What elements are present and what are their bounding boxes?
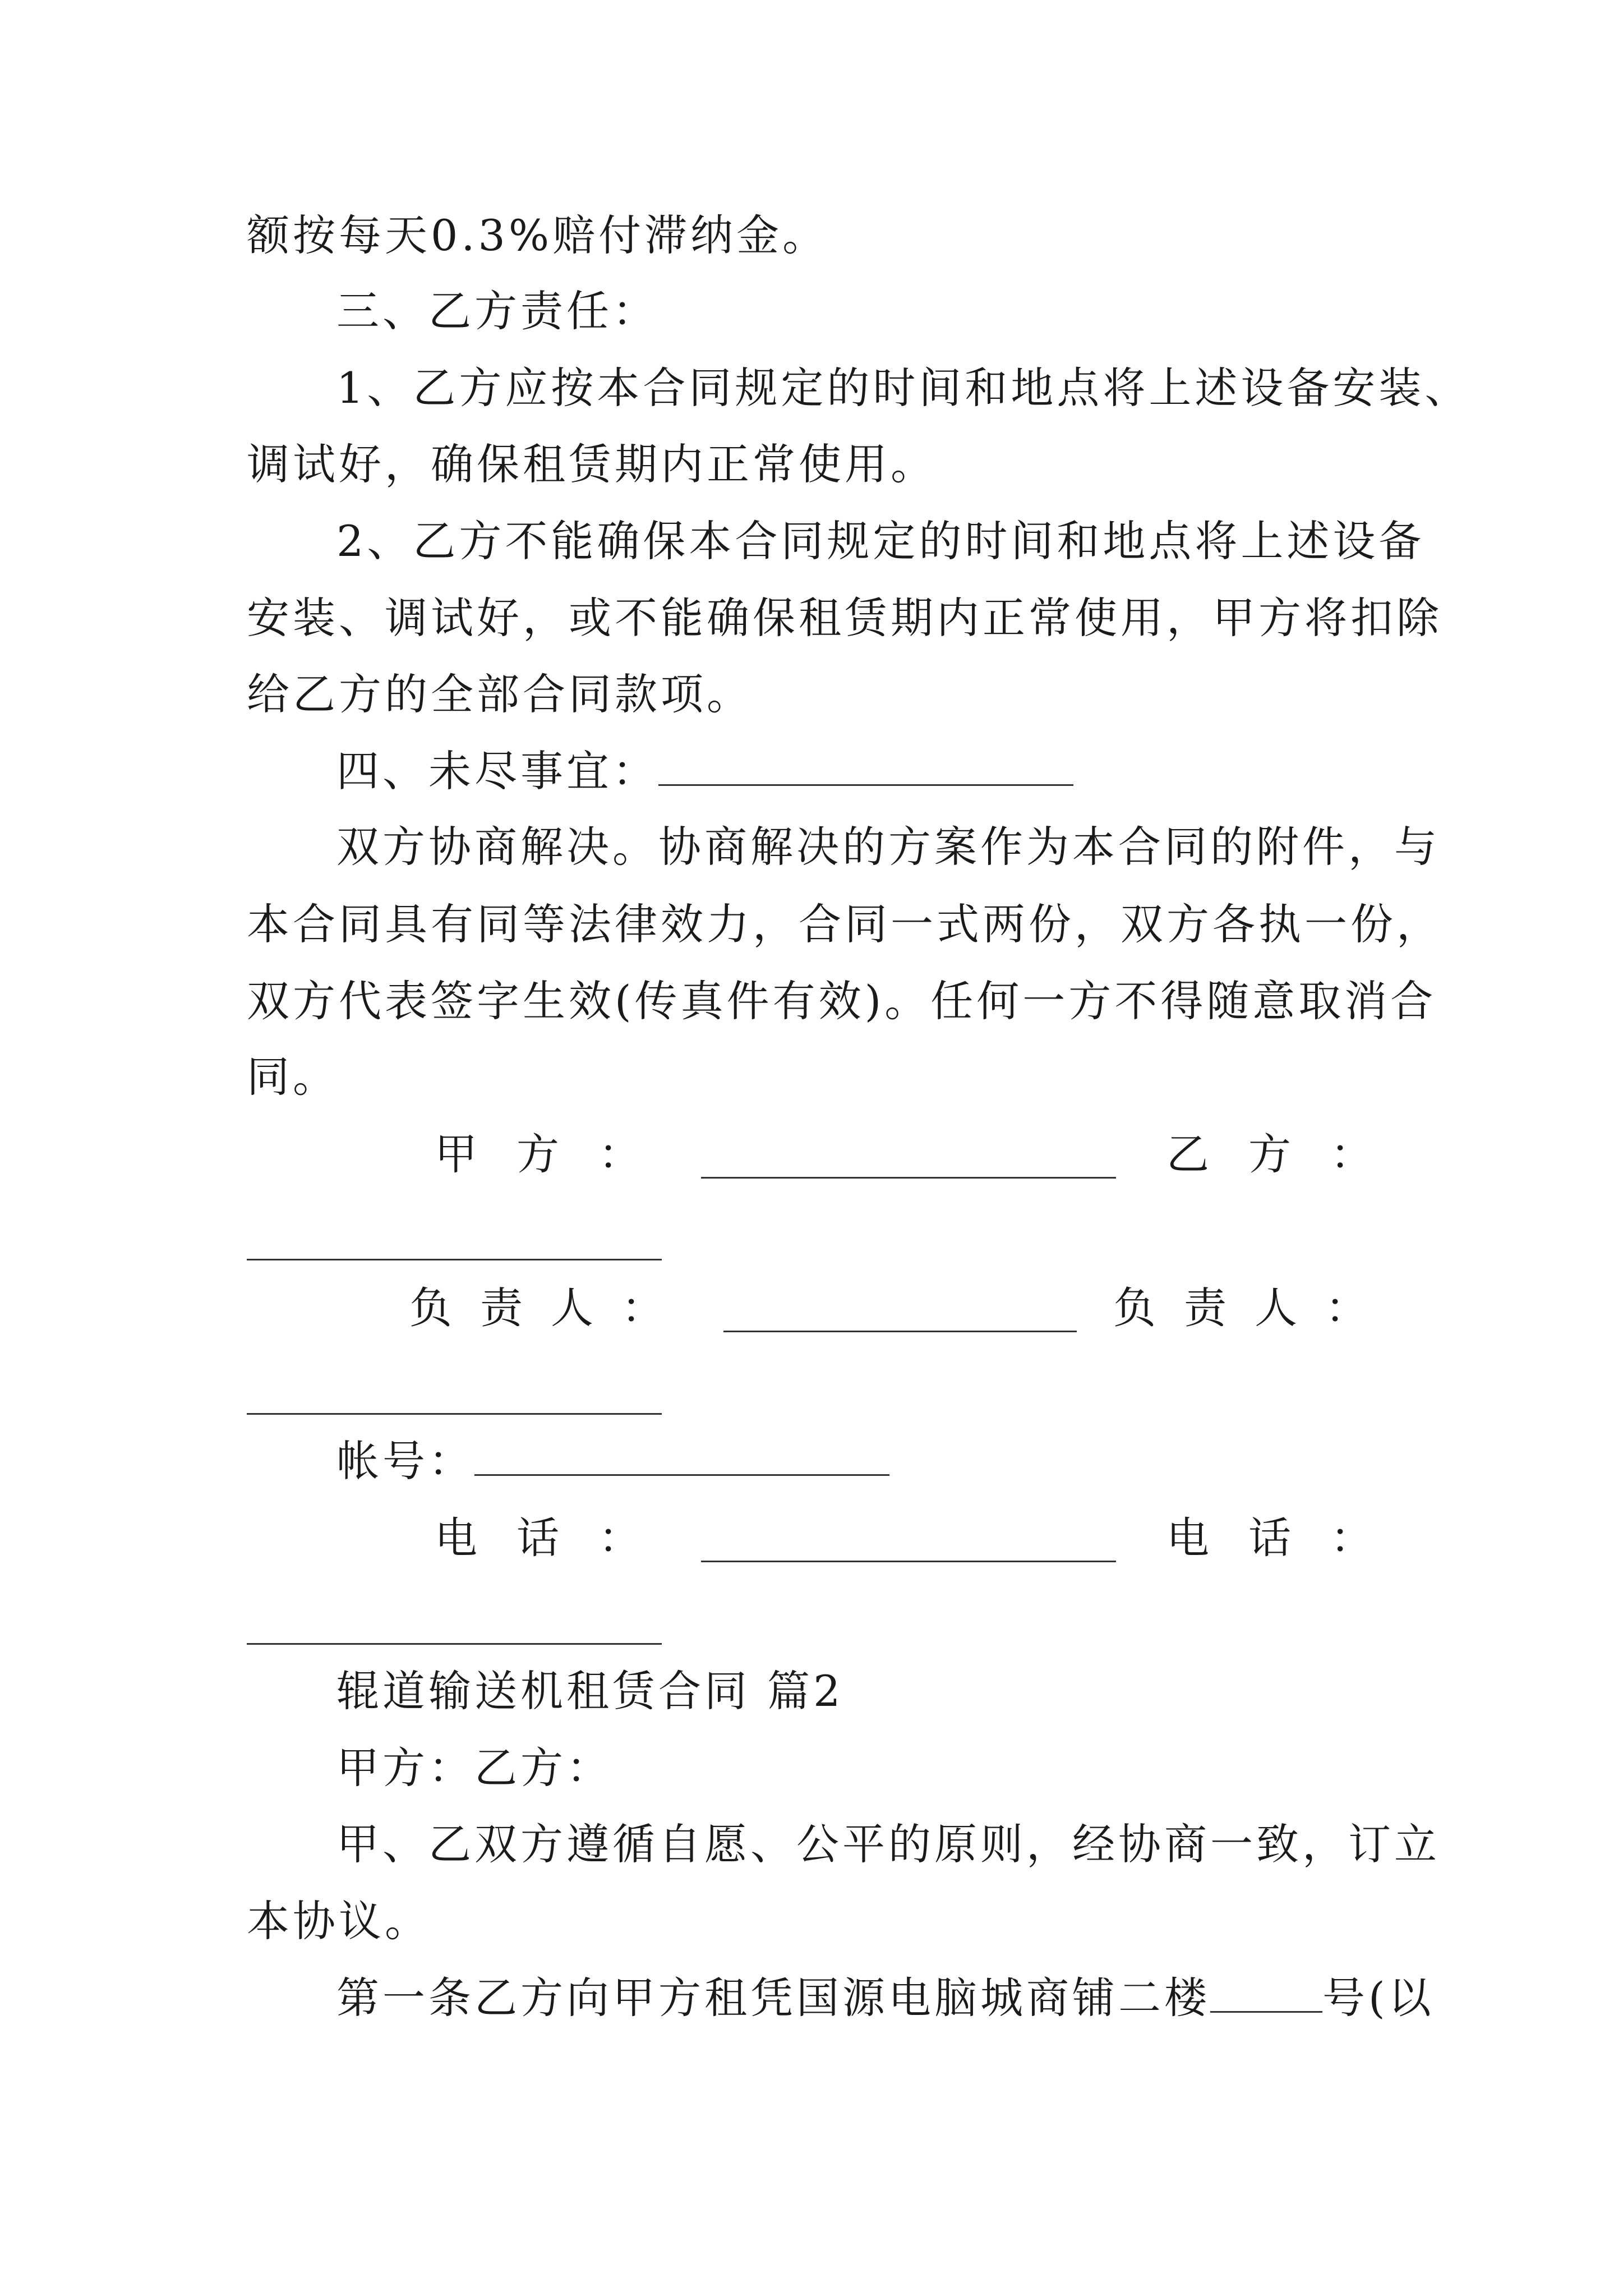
paragraph-line: 调试好，确保租赁期内正常使用。 bbox=[247, 439, 937, 489]
responsible-a-blank[interactable] bbox=[723, 1291, 1077, 1332]
phone-b-blank[interactable] bbox=[247, 1641, 662, 1645]
clause-text-tail: 号(以 bbox=[1322, 1973, 1435, 2023]
phone-a-blank[interactable] bbox=[701, 1521, 1116, 1562]
paragraph-line bbox=[336, 1970, 1435, 2026]
party-b-blank[interactable] bbox=[247, 1257, 662, 1260]
responsible-a-label: 负 责 人 ： bbox=[409, 1283, 664, 1333]
paragraph-line: 安装、调试好，或不能确保租赁期内正常使用，甲方将扣除 bbox=[247, 593, 1442, 643]
phone-a-label: 电 话 ： bbox=[435, 1513, 641, 1563]
section-heading bbox=[336, 743, 1073, 799]
shop-number-blank[interactable] bbox=[1210, 1972, 1322, 2013]
party-a-blank[interactable] bbox=[701, 1138, 1116, 1179]
paragraph-line: 本合同具有同等法律效力，合同一式两份，双方各执一份， bbox=[247, 899, 1442, 949]
paragraph-line: 甲方：乙方： bbox=[336, 1743, 612, 1793]
section-heading: 三、乙方责任： bbox=[336, 286, 658, 336]
party-b-label: 乙 方 ： bbox=[1166, 1129, 1373, 1179]
phone-b-label: 电 话 ： bbox=[1166, 1513, 1373, 1563]
section-title: 辊道输送机租赁合同 篇2 bbox=[336, 1666, 844, 1716]
paragraph-line: 双方协商解决。协商解决的方案作为本合同的附件，与 bbox=[336, 822, 1440, 872]
account-blank[interactable] bbox=[474, 1435, 889, 1476]
paragraph-line: 1、乙方应按本合同规定的时间和地点将上述设备安装、 bbox=[336, 363, 1471, 413]
paragraph-line: 双方代表签字生效(传真件有效)。任何一方不得随意取消合 bbox=[247, 976, 1437, 1026]
responsible-b-label: 负 责 人 ： bbox=[1113, 1283, 1368, 1333]
clause-text: 第一条乙方向甲方租凭国源电脑城商铺二楼 bbox=[336, 1973, 1210, 2023]
paragraph-line: 甲、乙双方遵循自愿、公平的原则，经协商一致，订立 bbox=[336, 1819, 1440, 1869]
paragraph-line: 本协议。 bbox=[247, 1896, 431, 1946]
party-a-label: 甲 方 ： bbox=[435, 1129, 641, 1179]
account-line bbox=[336, 1433, 889, 1489]
paragraph-line: 同。 bbox=[247, 1052, 339, 1102]
paragraph-line: 2、乙方不能确保本合同规定的时间和地点将上述设备 bbox=[336, 516, 1425, 566]
paragraph-line: 给乙方的全部合同款项。 bbox=[247, 669, 753, 719]
paragraph-line: 额按每天0.3%赔付滞纳金。 bbox=[247, 210, 829, 260]
responsible-b-blank[interactable] bbox=[247, 1411, 662, 1415]
account-label: 帐号： bbox=[336, 1436, 474, 1486]
section-heading-label: 四、未尽事宜： bbox=[336, 746, 658, 796]
fill-in-blank[interactable] bbox=[658, 745, 1073, 786]
